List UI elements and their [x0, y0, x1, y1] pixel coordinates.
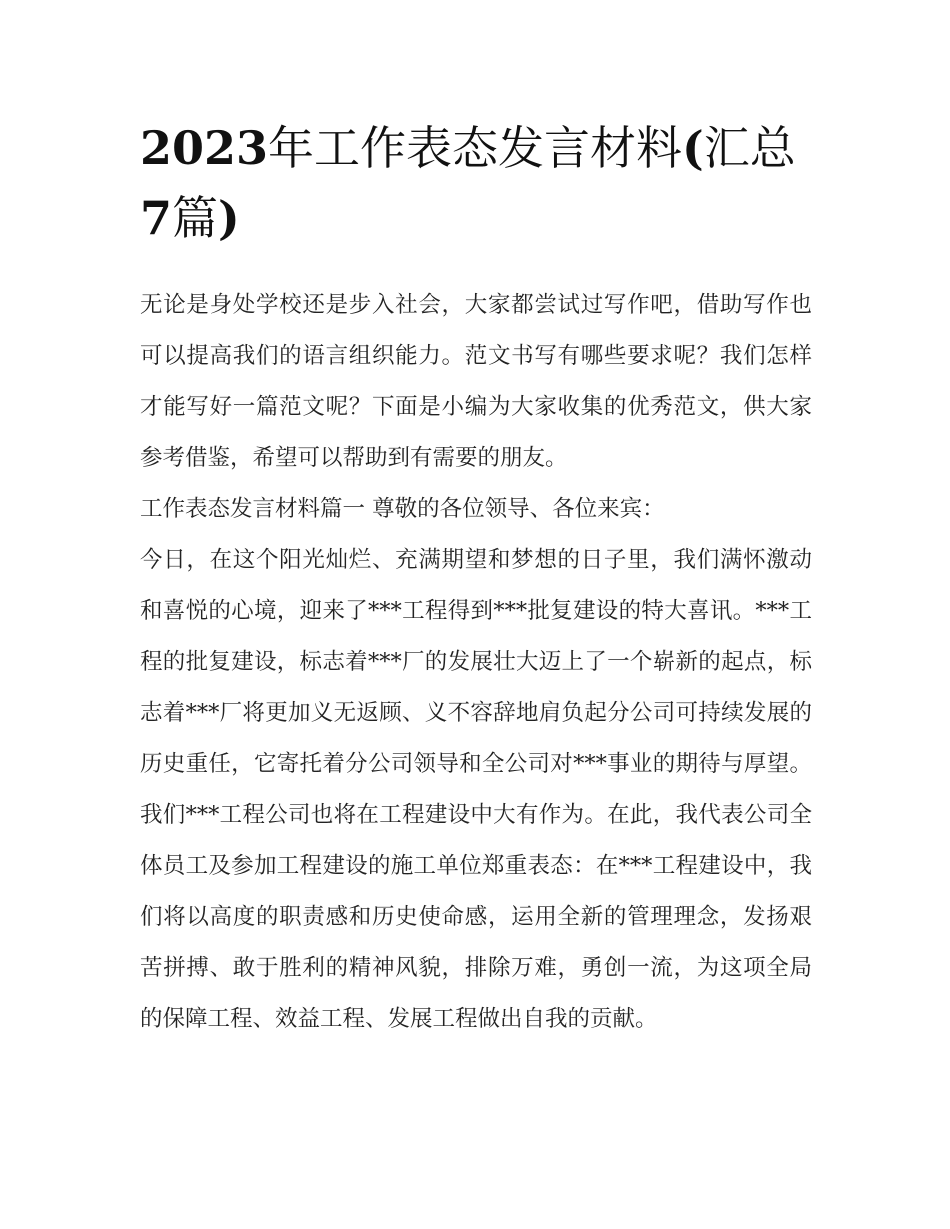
intro-paragraph: 无论是身处学校还是步入社会，大家都尝试过写作吧，借助写作也可以提高我们的语言组织能力。范文书写有哪些要求呢？我们怎样才能写好一篇范文呢？下面是小编为大家收集的优秀范文，供大家参考借鉴，希望可以帮助到有需要的朋友。: [140, 292, 812, 471]
speech-paragraph: 今日，在这个阳光灿烂、充满期望和梦想的日子里，我们满怀激动和喜悦的心境，迎来了***工程得到***批复建设的特大喜讯。***工程的批复建设，标志着***厂的发展壮大迈上了一个崭新的起点，标志着***厂将更加义无返顾、义不容辞地肩负起分公司可持续发展的历史重任，它寄托着分公司领导和全公司对***事业的期待与厚望。我们***工程公司也将在工程建设中大有作为。在此，我代表公司全体员工及参加工程建设的施工单位郑重表态：在***工程建设中，我们将以高度的职责感和历史使命感，运用全新的管理理念，发扬艰苦拼搏、敢于胜利的精神风貌，排除万难，勇创一流，为这项全局的保障工程、效益工程、发展工程做出自我的贡献。: [140, 547, 812, 1032]
title-digits: ): [218, 191, 240, 245]
title-digits: (: [682, 121, 704, 175]
title-digits: 2023: [140, 121, 269, 175]
section-heading-paragraph: 工作表态发言材料篇一 尊敬的各位领导、各位来宾：: [140, 496, 665, 522]
document-title: 2023年工作表态发言材料(汇总7篇): [140, 121, 796, 245]
title-digits: 7: [140, 191, 173, 245]
document-body: [140, 280, 812, 1045]
